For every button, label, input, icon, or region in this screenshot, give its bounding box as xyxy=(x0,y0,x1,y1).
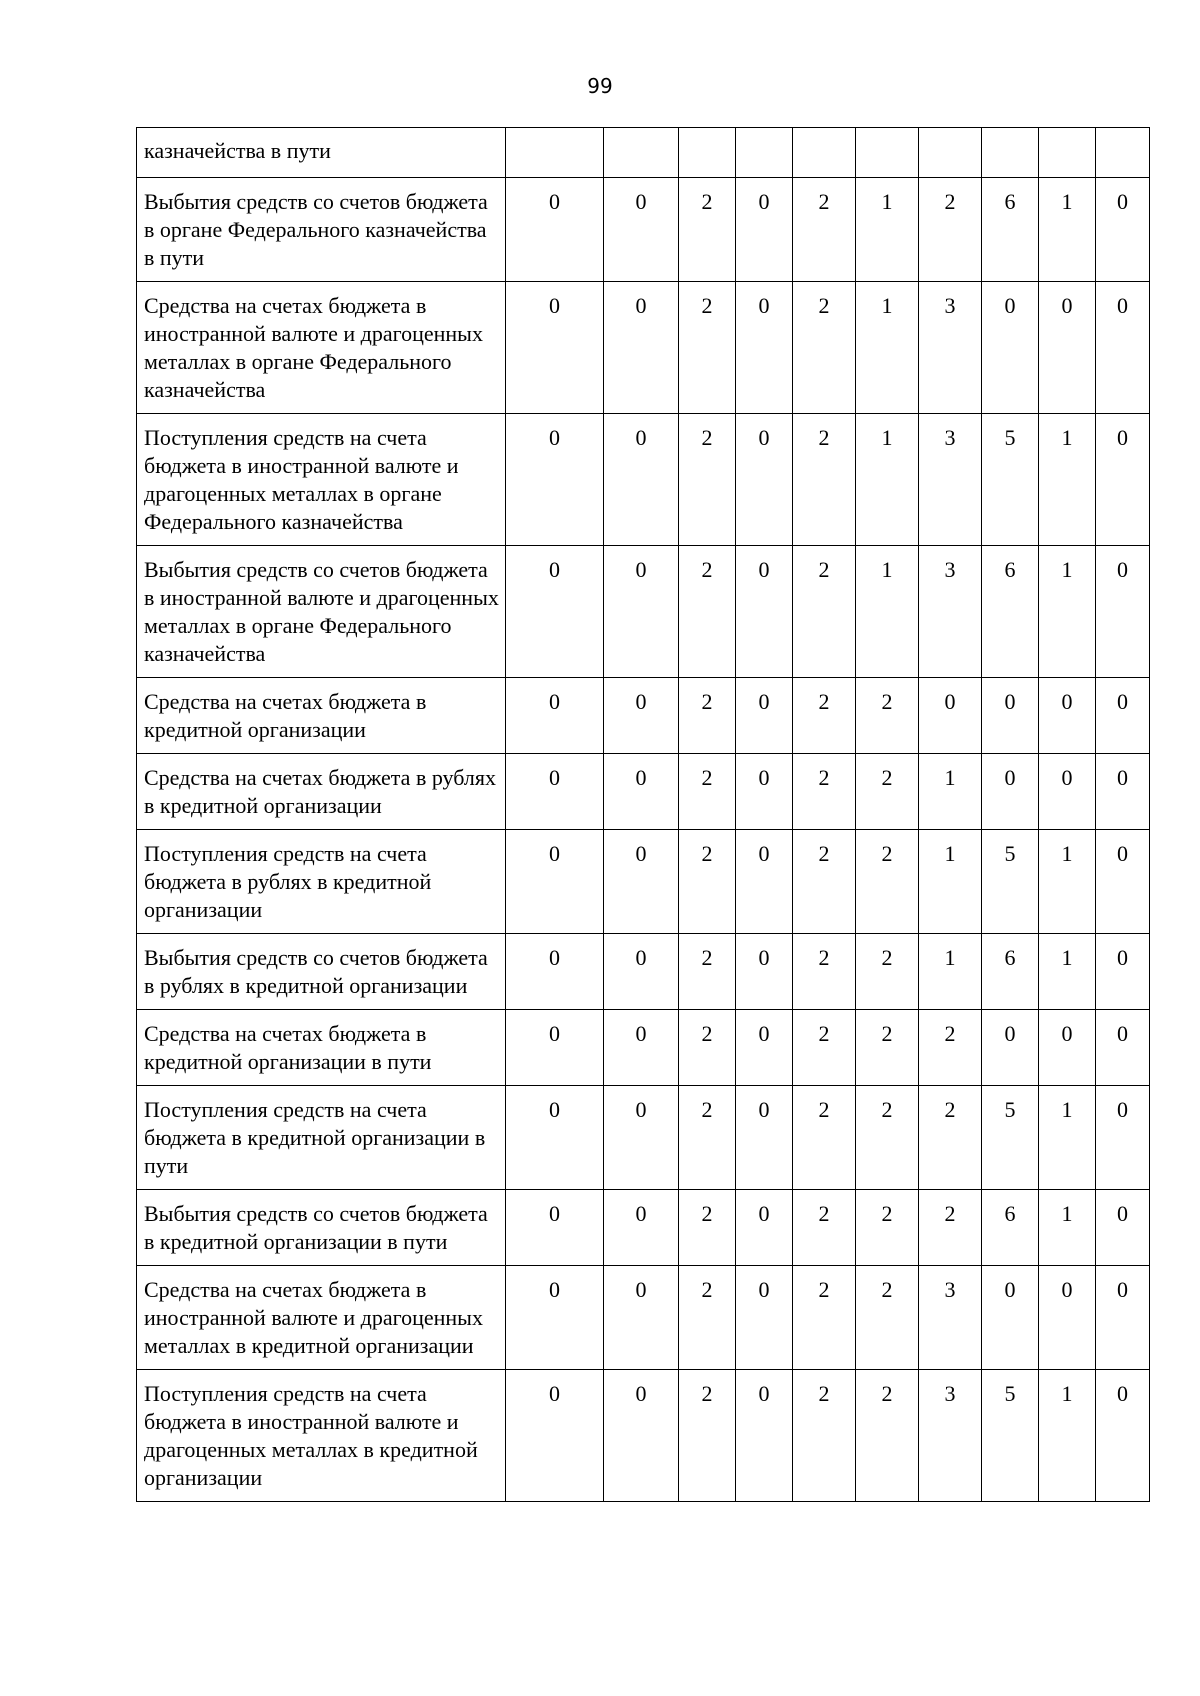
code-digit-cell: 0 xyxy=(736,754,793,830)
code-digit-cell: 5 xyxy=(982,414,1039,546)
code-digit-cell: 1 xyxy=(856,178,919,282)
code-digit-cell: 1 xyxy=(1039,1190,1096,1266)
code-digit-cell: 0 xyxy=(1096,1266,1150,1370)
code-digit-cell: 1 xyxy=(919,830,982,934)
code-digit-cell: 2 xyxy=(793,282,856,414)
code-digit-cell xyxy=(506,128,604,178)
code-digit-cell: 0 xyxy=(736,414,793,546)
account-name-cell: Выбытия средств со счетов бюджета в иностранной валюте и драгоценных металлах в органе Федерального казначейства xyxy=(137,546,506,678)
code-digit-cell: 5 xyxy=(982,1370,1039,1502)
code-digit-cell: 0 xyxy=(1039,282,1096,414)
code-digit-cell: 6 xyxy=(982,1190,1039,1266)
account-codes-table xyxy=(136,127,1150,1502)
code-digit-cell: 0 xyxy=(736,178,793,282)
code-digit-cell: 1 xyxy=(1039,178,1096,282)
code-digit-cell: 2 xyxy=(679,1086,736,1190)
table-row xyxy=(137,178,1150,282)
code-digit-cell: 0 xyxy=(506,414,604,546)
code-digit-cell: 2 xyxy=(793,546,856,678)
code-digit-cell: 0 xyxy=(736,1086,793,1190)
table-row xyxy=(137,754,1150,830)
code-digit-cell: 2 xyxy=(919,1190,982,1266)
code-digit-cell: 0 xyxy=(604,1370,679,1502)
code-digit-cell xyxy=(793,128,856,178)
code-digit-cell: 0 xyxy=(982,282,1039,414)
code-digit-cell: 1 xyxy=(1039,414,1096,546)
code-digit-cell: 2 xyxy=(793,1086,856,1190)
code-digit-cell: 0 xyxy=(1096,1370,1150,1502)
code-digit-cell: 0 xyxy=(736,1370,793,1502)
code-digit-cell: 0 xyxy=(982,678,1039,754)
code-digit-cell: 1 xyxy=(1039,934,1096,1010)
code-digit-cell xyxy=(1039,128,1096,178)
code-digit-cell: 0 xyxy=(506,1266,604,1370)
code-digit-cell: 0 xyxy=(1096,678,1150,754)
table-row xyxy=(137,934,1150,1010)
code-digit-cell: 0 xyxy=(604,934,679,1010)
code-digit-cell: 2 xyxy=(919,1010,982,1086)
code-digit-cell: 2 xyxy=(856,678,919,754)
code-digit-cell: 0 xyxy=(1039,754,1096,830)
account-name-cell: Средства на счетах бюджета в кредитной организации в пути xyxy=(137,1010,506,1086)
code-digit-cell: 0 xyxy=(1039,1010,1096,1086)
code-digit-cell: 3 xyxy=(919,1370,982,1502)
code-digit-cell: 0 xyxy=(736,1190,793,1266)
code-digit-cell: 0 xyxy=(604,178,679,282)
code-digit-cell: 0 xyxy=(604,1086,679,1190)
code-digit-cell: 1 xyxy=(856,546,919,678)
code-digit-cell: 2 xyxy=(856,1266,919,1370)
code-digit-cell: 2 xyxy=(679,546,736,678)
code-digit-cell: 3 xyxy=(919,1266,982,1370)
code-digit-cell: 2 xyxy=(793,934,856,1010)
code-digit-cell: 0 xyxy=(506,934,604,1010)
code-digit-cell: 0 xyxy=(604,830,679,934)
code-digit-cell: 1 xyxy=(1039,830,1096,934)
code-digit-cell: 1 xyxy=(919,934,982,1010)
code-digit-cell: 0 xyxy=(506,1370,604,1502)
account-name-cell: Выбытия средств со счетов бюджета в органе Федерального казначейства в пути xyxy=(137,178,506,282)
table-row xyxy=(137,1010,1150,1086)
code-digit-cell: 2 xyxy=(679,678,736,754)
code-digit-cell: 2 xyxy=(793,178,856,282)
code-digit-cell: 2 xyxy=(856,934,919,1010)
code-digit-cell: 5 xyxy=(982,1086,1039,1190)
account-name-cell: Средства на счетах бюджета в иностранной валюте и драгоценных металлах в кредитной организации xyxy=(137,1266,506,1370)
table-row xyxy=(137,282,1150,414)
code-digit-cell: 1 xyxy=(1039,1370,1096,1502)
code-digit-cell: 1 xyxy=(919,754,982,830)
code-digit-cell: 0 xyxy=(736,1010,793,1086)
code-digit-cell: 2 xyxy=(793,414,856,546)
code-digit-cell: 0 xyxy=(1096,546,1150,678)
table-row xyxy=(137,128,1150,178)
code-digit-cell: 6 xyxy=(982,934,1039,1010)
code-digit-cell: 0 xyxy=(1096,1086,1150,1190)
code-digit-cell: 0 xyxy=(604,754,679,830)
code-digit-cell: 0 xyxy=(736,678,793,754)
code-digit-cell: 2 xyxy=(793,1010,856,1086)
code-digit-cell: 0 xyxy=(604,1190,679,1266)
code-digit-cell: 0 xyxy=(604,414,679,546)
code-digit-cell: 0 xyxy=(982,754,1039,830)
code-digit-cell: 3 xyxy=(919,414,982,546)
code-digit-cell: 2 xyxy=(856,754,919,830)
code-digit-cell: 2 xyxy=(679,282,736,414)
code-digit-cell: 2 xyxy=(679,934,736,1010)
code-digit-cell: 0 xyxy=(736,546,793,678)
code-digit-cell: 2 xyxy=(793,830,856,934)
code-digit-cell: 0 xyxy=(1039,678,1096,754)
code-digit-cell: 0 xyxy=(506,1010,604,1086)
code-digit-cell: 2 xyxy=(793,754,856,830)
account-name-cell: Выбытия средств со счетов бюджета в рублях в кредитной организации xyxy=(137,934,506,1010)
code-digit-cell: 1 xyxy=(1039,546,1096,678)
code-digit-cell: 2 xyxy=(679,414,736,546)
code-digit-cell xyxy=(919,128,982,178)
account-name-cell: Поступления средств на счета бюджета в рублях в кредитной организации xyxy=(137,830,506,934)
table-row xyxy=(137,1370,1150,1502)
code-digit-cell: 0 xyxy=(604,678,679,754)
code-digit-cell: 2 xyxy=(856,1010,919,1086)
code-digit-cell: 0 xyxy=(736,830,793,934)
code-digit-cell: 3 xyxy=(919,546,982,678)
code-digit-cell: 6 xyxy=(982,178,1039,282)
code-digit-cell: 1 xyxy=(1039,1086,1096,1190)
account-name-cell: казначейства в пути xyxy=(137,128,506,178)
code-digit-cell: 0 xyxy=(506,830,604,934)
code-digit-cell: 0 xyxy=(506,1190,604,1266)
code-digit-cell: 0 xyxy=(1096,934,1150,1010)
code-digit-cell: 2 xyxy=(679,1266,736,1370)
code-digit-cell: 0 xyxy=(506,546,604,678)
code-digit-cell: 2 xyxy=(679,1010,736,1086)
table-row xyxy=(137,830,1150,934)
table-row xyxy=(137,546,1150,678)
code-digit-cell: 2 xyxy=(919,178,982,282)
code-digit-cell: 2 xyxy=(793,1266,856,1370)
code-digit-cell: 0 xyxy=(1096,1190,1150,1266)
code-digit-cell: 2 xyxy=(793,1190,856,1266)
code-digit-cell: 2 xyxy=(679,178,736,282)
code-digit-cell: 2 xyxy=(679,830,736,934)
code-digit-cell: 0 xyxy=(1096,282,1150,414)
table-row xyxy=(137,1266,1150,1370)
code-digit-cell: 0 xyxy=(1096,830,1150,934)
code-digit-cell: 2 xyxy=(856,830,919,934)
code-digit-cell xyxy=(1096,128,1150,178)
code-digit-cell: 2 xyxy=(919,1086,982,1190)
table-body xyxy=(137,128,1150,1502)
code-digit-cell: 2 xyxy=(793,678,856,754)
code-digit-cell: 0 xyxy=(506,282,604,414)
code-digit-cell: 2 xyxy=(856,1190,919,1266)
account-name-cell: Средства на счетах бюджета в кредитной организации xyxy=(137,678,506,754)
code-digit-cell: 0 xyxy=(1096,1010,1150,1086)
code-digit-cell: 0 xyxy=(736,934,793,1010)
code-digit-cell: 0 xyxy=(604,1010,679,1086)
code-digit-cell: 0 xyxy=(506,178,604,282)
account-name-cell: Поступления средств на счета бюджета в кредитной организации в пути xyxy=(137,1086,506,1190)
code-digit-cell: 0 xyxy=(736,1266,793,1370)
code-digit-cell: 0 xyxy=(604,546,679,678)
code-digit-cell: 0 xyxy=(506,1086,604,1190)
code-digit-cell: 0 xyxy=(604,282,679,414)
page-number: 99 xyxy=(587,74,613,98)
code-digit-cell xyxy=(679,128,736,178)
account-name-cell: Выбытия средств со счетов бюджета в кредитной организации в пути xyxy=(137,1190,506,1266)
table-row xyxy=(137,678,1150,754)
code-digit-cell: 2 xyxy=(679,1190,736,1266)
table-row xyxy=(137,1086,1150,1190)
account-name-cell: Поступления средств на счета бюджета в иностранной валюте и драгоценных металлах в кредитной организации xyxy=(137,1370,506,1502)
code-digit-cell: 0 xyxy=(982,1010,1039,1086)
code-digit-cell: 0 xyxy=(982,1266,1039,1370)
code-digit-cell: 0 xyxy=(1096,754,1150,830)
code-digit-cell: 6 xyxy=(982,546,1039,678)
code-digit-cell: 1 xyxy=(856,282,919,414)
code-digit-cell: 1 xyxy=(856,414,919,546)
code-digit-cell: 0 xyxy=(919,678,982,754)
code-digit-cell: 2 xyxy=(679,1370,736,1502)
table-row xyxy=(137,1190,1150,1266)
account-name-cell: Средства на счетах бюджета в иностранной валюте и драгоценных металлах в органе Федерального казначейства xyxy=(137,282,506,414)
account-name-cell: Средства на счетах бюджета в рублях в кредитной организации xyxy=(137,754,506,830)
code-digit-cell: 0 xyxy=(1096,414,1150,546)
code-digit-cell: 3 xyxy=(919,282,982,414)
code-digit-cell: 2 xyxy=(793,1370,856,1502)
code-digit-cell: 0 xyxy=(506,754,604,830)
account-name-cell: Поступления средств на счета бюджета в иностранной валюте и драгоценных металлах в органе Федерального казначейства xyxy=(137,414,506,546)
code-digit-cell: 2 xyxy=(856,1086,919,1190)
code-digit-cell: 2 xyxy=(856,1370,919,1502)
code-digit-cell: 2 xyxy=(679,754,736,830)
table-row xyxy=(137,414,1150,546)
code-digit-cell: 0 xyxy=(604,1266,679,1370)
code-digit-cell: 0 xyxy=(1039,1266,1096,1370)
code-digit-cell xyxy=(604,128,679,178)
code-digit-cell: 0 xyxy=(506,678,604,754)
code-digit-cell: 5 xyxy=(982,830,1039,934)
code-digit-cell xyxy=(856,128,919,178)
code-digit-cell: 0 xyxy=(736,282,793,414)
code-digit-cell xyxy=(736,128,793,178)
code-digit-cell xyxy=(982,128,1039,178)
code-digit-cell: 0 xyxy=(1096,178,1150,282)
